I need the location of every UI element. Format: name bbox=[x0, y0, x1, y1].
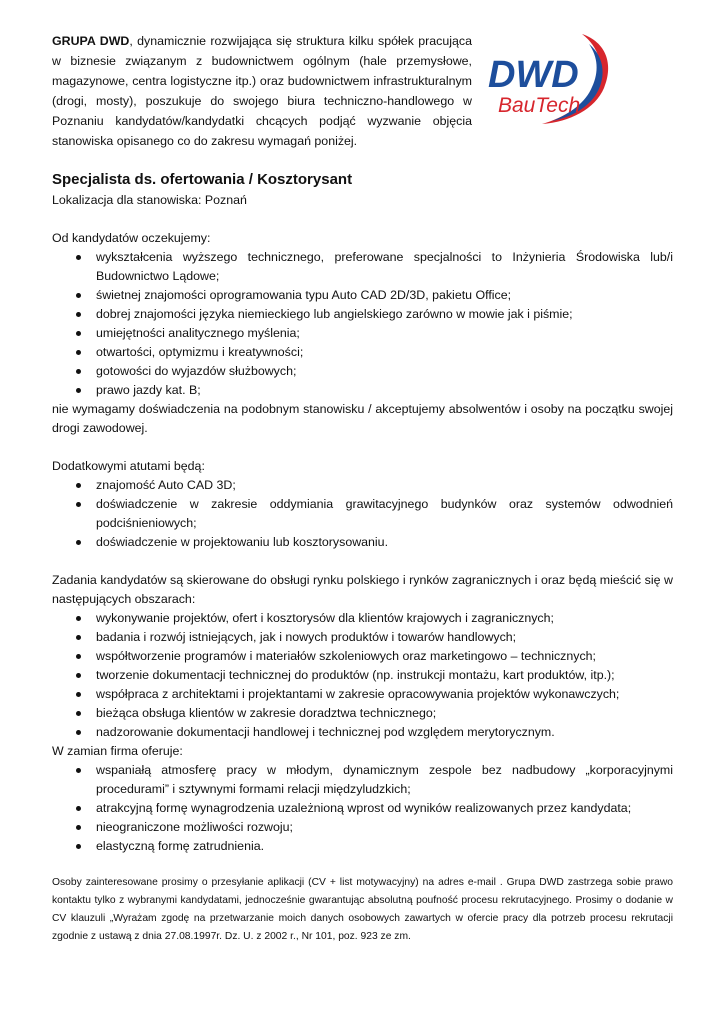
list-item: wspaniałą atmosferę pracy w młodym, dynamicznym zespole bez nadbudowy „korporacyjnymi procedurami” i sztywnymi formami relacji międzyludzkich; bbox=[96, 761, 673, 799]
logo-main-text: DWD bbox=[488, 54, 579, 96]
offer-list bbox=[52, 761, 673, 856]
list-item: wykształcenia wyższego technicznego, preferowane specjalności to Inżynieria Środowiska lub/i Budownictwo Lądowe; bbox=[96, 248, 673, 286]
list-item: współpraca z architektami i projektantami w zakresie opracowywania projektów wykonawczych; bbox=[96, 685, 673, 704]
list-item: umiejętności analitycznego myślenia; bbox=[96, 324, 673, 343]
company-name: GRUPA DWD bbox=[52, 34, 130, 48]
footer-note: Osoby zainteresowane prosimy o przesyłanie aplikacji (CV + list motywacyjny) na adres e-mail . Grupa DWD zastrzega sobie prawo kontaktu tylko z wybranymi kandydatami, jednocześnie gwarantując absolutną poufność procesu rekrutacyjnego. Prosimy o dodanie w CV klauzuli „Wyrażam zgodę na przetwarzanie moich danych osobowych zawartych w ofercie pracy dla potrzeb procesu rekrutacji zgodnie z ustawą z dnia 27.08.1997r. Dz. U. z 2002 r., Nr 101, poz. 923 ze zm. bbox=[52, 877, 673, 942]
list-item: nadzorowanie dokumentacji handlowej i technicznej pod względem merytorycznym. bbox=[96, 723, 673, 742]
offer-heading: W zamian firma oferuje: bbox=[52, 744, 183, 758]
list-item: świetnej znajomości oprogramowania typu Auto CAD 2D/3D, pakietu Office; bbox=[96, 286, 673, 305]
tasks-list bbox=[52, 609, 673, 742]
requirements-heading: Od kandydatów oczekujemy: bbox=[52, 231, 211, 245]
requirements-note: nie wymagamy doświadczenia na podobnym stanowisku / akceptujemy absolwentów i osoby na początku swojej drogi zawodowej. bbox=[52, 402, 673, 435]
assets-heading: Dodatkowymi atutami będą: bbox=[52, 459, 205, 473]
list-item: badania i rozwój istniejących, jak i nowych produktów i towarów handlowych; bbox=[96, 628, 673, 647]
list-item: bieżąca obsługa klientów w zakresie doradztwa technicznego; bbox=[96, 704, 673, 723]
list-item: współtworzenie programów i materiałów szkoleniowych oraz marketingowo – technicznych; bbox=[96, 647, 673, 666]
intro-paragraph bbox=[52, 31, 472, 151]
job-title: Specjalista ds. ofertowania / Kosztorysant bbox=[52, 171, 353, 188]
list-item: doświadczenie w projektowaniu lub kosztorysowaniu. bbox=[96, 533, 673, 552]
list-item: gotowości do wyjazdów służbowych; bbox=[96, 362, 673, 381]
intro-text: , dynamicznie rozwijająca się struktura kilku spółek pracująca w biznesie związanym z budownictwem ogólnym (hale przemysłowe, magazynowe, centra logistyczne itp.) oraz budownictwem infrastrukturalnym (drogi, mosty), poszukuje do swojego biura techniczno-handlowego w Poznaniu kandydatów/kandydatki chcących podjąć wyzwanie objęcia stanowiska opisanego co do zakresu wymagań poniżej. bbox=[52, 34, 472, 148]
requirements-list bbox=[52, 248, 673, 400]
tasks-heading: Zadania kandydatów są skierowane do obsługi rynku polskiego i rynków zagranicznych i oraz będą mieścić się w następujących obszarach: bbox=[52, 573, 673, 606]
list-item: atrakcyjną formę wynagrodzenia uzależnioną wprost od wyników realizowanych przez kandydata; bbox=[96, 799, 673, 818]
list-item: dobrej znajomości języka niemieckiego lub angielskiego zarówno w mowie jak i piśmie; bbox=[96, 305, 673, 324]
list-item: wykonywanie projektów, ofert i kosztorysów dla klientów krajowych i zagranicznych; bbox=[96, 609, 673, 628]
main-content bbox=[52, 170, 673, 946]
list-item: nieograniczone możliwości rozwoju; bbox=[96, 818, 673, 837]
job-location: Lokalizacja dla stanowiska: Poznań bbox=[52, 193, 247, 207]
dwd-bautech-logo bbox=[482, 30, 614, 126]
list-item: znajomość Auto CAD 3D; bbox=[96, 476, 673, 495]
list-item: elastyczną formę zatrudnienia. bbox=[96, 837, 673, 856]
logo-sub-text: BauTech bbox=[498, 94, 581, 117]
list-item: tworzenie dokumentacji technicznej do produktów (np. instrukcji montażu, kart produktów, itp.); bbox=[96, 666, 673, 685]
list-item: prawo jazdy kat. B; bbox=[96, 381, 673, 400]
list-item: otwartości, optymizmu i kreatywności; bbox=[96, 343, 673, 362]
assets-list bbox=[52, 476, 673, 552]
list-item: doświadczenie w zakresie oddymiania grawitacyjnego budynków oraz systemów odwodnień podciśnieniowych; bbox=[96, 495, 673, 533]
